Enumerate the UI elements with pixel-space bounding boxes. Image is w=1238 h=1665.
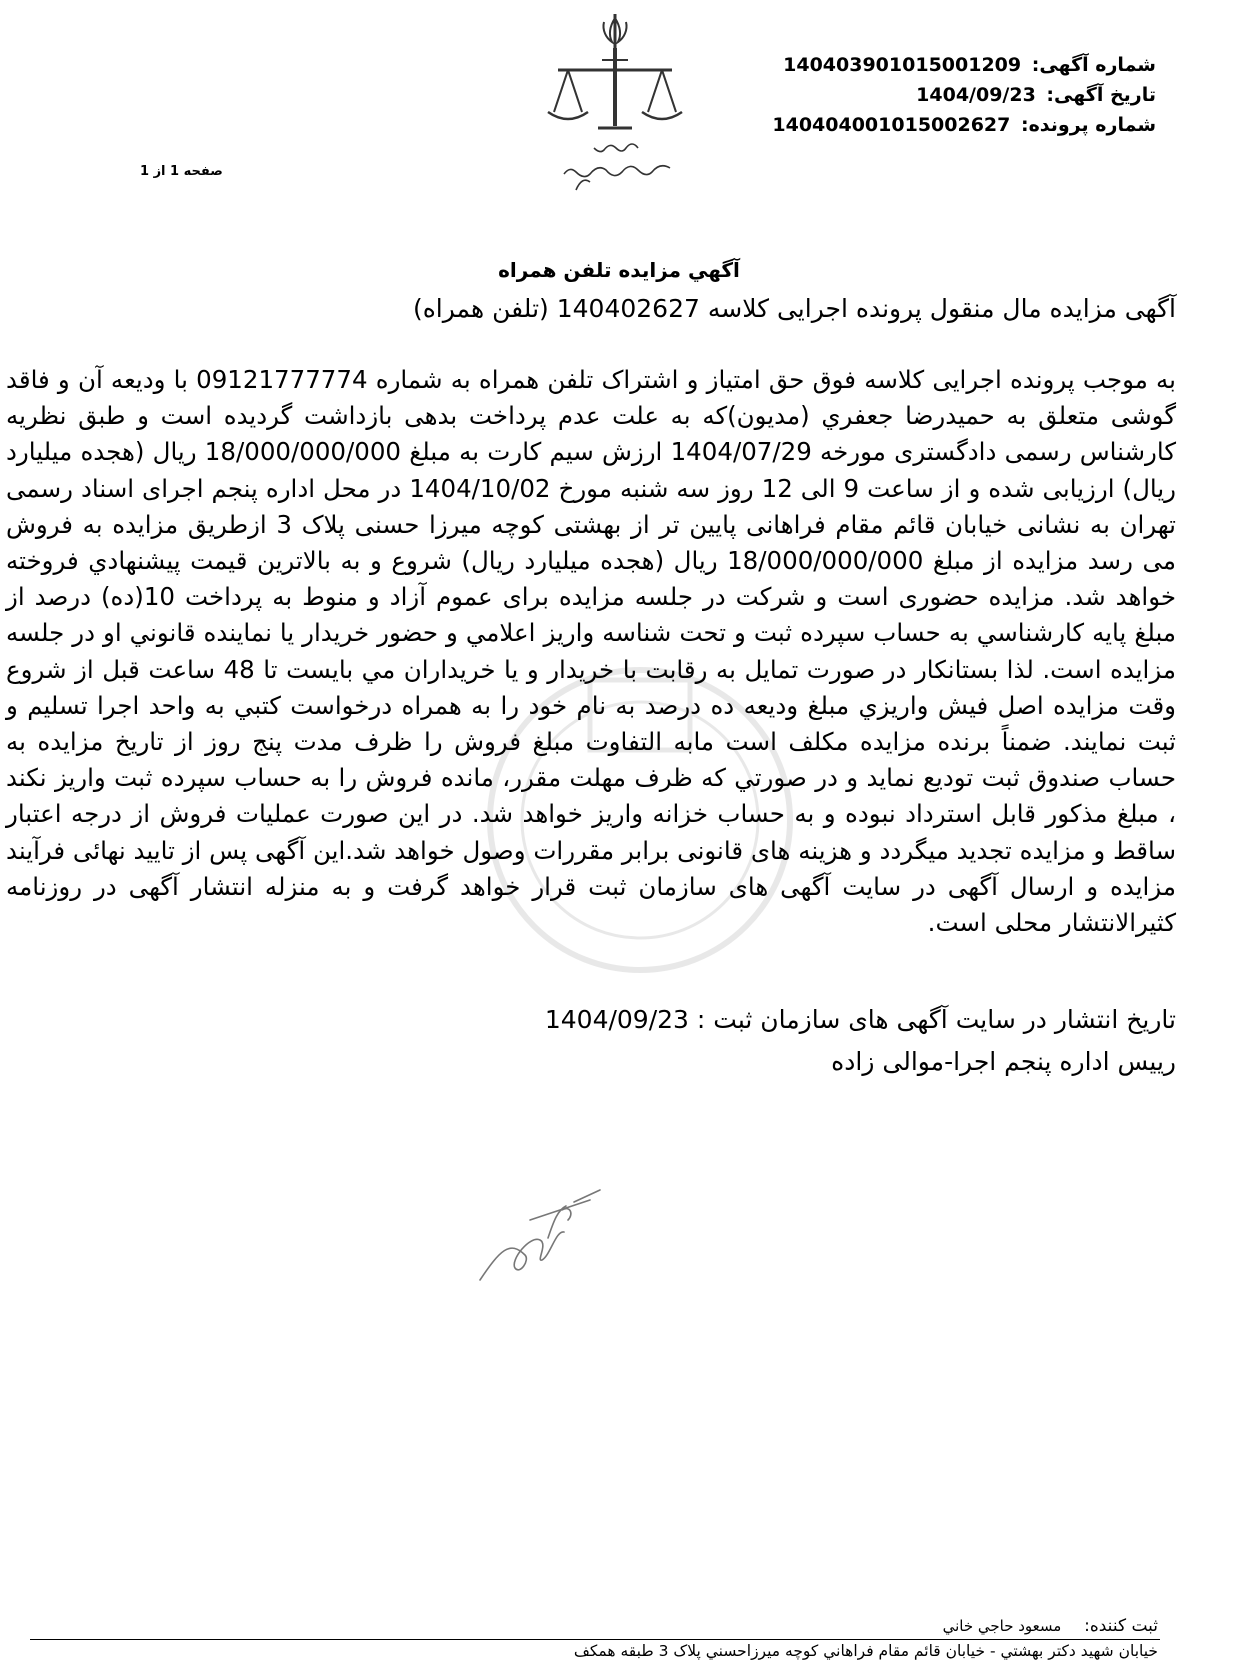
office-chief-line: رییس اداره پنجم اجرا-موالی زاده xyxy=(831,1047,1176,1076)
footer-divider xyxy=(30,1639,1160,1640)
file-number-row xyxy=(772,110,1156,140)
registrar-label: ثبت کننده: xyxy=(1084,1616,1158,1636)
notice-number-row xyxy=(772,50,1156,80)
page-title: آگهي مزايده تلفن همراه xyxy=(498,258,740,282)
signature-icon xyxy=(470,1180,630,1300)
file-number-value: 140404001015002627 xyxy=(772,114,1011,136)
registrar-name: مسعود حاجي خاني xyxy=(942,1617,1062,1635)
judiciary-emblem-icon xyxy=(540,8,690,208)
page-count: صفحه 1 از 1 xyxy=(140,164,223,179)
notice-body-paragraph: به موجب پرونده اجرایی کلاسه فوق حق امتیاز و اشتراک تلفن همراه به شماره 09121777774 با ودیعه آن و فاقد گوشی متعلق به حمیدرضا جعفري (مدیون)که به علت عدم پرداخت بدهی بازداشت گردیده است و طبق نظریه کارشناس رسمی دادگستری مورخه 1404/07/29 ارزش سیم کارت به مبلغ 18/000/000/000 ریال (هجده میلیارد ریال) ارزیابی شده و از ساعت 9 الی 12 روز سه شنبه مورخ 1404/10/02 در محل اداره پنجم اجرای اسناد رسمی تهران به نشانی خیابان قائم مقام فراهانی پایین تر از بهشتی کوچه میرزا حسنی پلاک 3 ازطریق مزایده به فروش می رسد مزایده از مبلغ 18/000/000/000 ریال (هجده میلیارد ریال) شروع و به بالاترین قیمت پیشنهادي فروخته خواهد شد. مزایده حضوری است و شرکت در جلسه مزایده برای عموم آزاد و منوط به پرداخت 10(ده) درصد از مبلغ پایه کارشناسي به حساب سپرده ثبت و تحت شناسه واریز اعلامي و حضور خریدار یا نماینده قانوني او در جلسه مزایده است. لذا بستانکار در صورت تمایل به رقابت با خریدار و یا خریداران مي بایست تا 48 ساعت قبل از شروع وقت مزایده اصل فیش واریزي مبلغ ودیعه ده درصد به نام خود را به همراه درخواست کتبي به واحد اجرا تسلیم و ثبت نمایند. ضمناً برنده مزایده مکلف است مابه التفاوت مبلغ فروش را ظرف مدت پنج روز از تاریخ مزایده به حساب صندوق ثبت تودیع نماید و در صورتي که ظرف مهلت مقرر، مانده فروش را به حساب سپرده ثبت واریز نکند ، مبلغ مذکور قابل استرداد نبوده و به حساب خزانه واریز خواهد شد. در این صورت عملیات فروش از درجه اعتبار ساقط و مزایده تجدید میگردد و هزینه های قانونی برابر مقررات وصول خواهد شد.این آگهی پس از تایید نهائی فرآیند مزایده و ارسال آگهی در سایت آگهی های سازمان ثبت قرار خواهد گرفت و به منزله انتشار آگهی در روزنامه کثیرالانتشار محلی است. xyxy=(6,365,1177,938)
notice-body xyxy=(6,362,1176,941)
footer-address: خیابان شهید دکتر بهشتي - خیابان قائم مقام فراهاني کوچه میرزاحسني پلاک 3 طبقه همکف xyxy=(573,1642,1158,1660)
file-number-label: شماره پرونده: xyxy=(1020,114,1156,136)
page-subtitle: آگهی مزایده مال منقول پرونده اجرایی کلاسه 140402627 (تلفن همراه) xyxy=(412,294,1176,323)
notice-number-label: شماره آگهی: xyxy=(1031,54,1156,76)
notice-number-value: 140403901015001209 xyxy=(783,54,1022,76)
footer-registrar xyxy=(943,1616,1158,1636)
notice-date-row xyxy=(772,80,1156,110)
notice-meta xyxy=(772,50,1156,140)
notice-date-value: 1404/09/23 xyxy=(916,84,1036,106)
notice-date-label: تاریخ آگهی: xyxy=(1046,84,1156,106)
publication-date-line: تاریخ انتشار در سایت آگهی های سازمان ثبت : 1404/09/23 xyxy=(544,1005,1176,1034)
